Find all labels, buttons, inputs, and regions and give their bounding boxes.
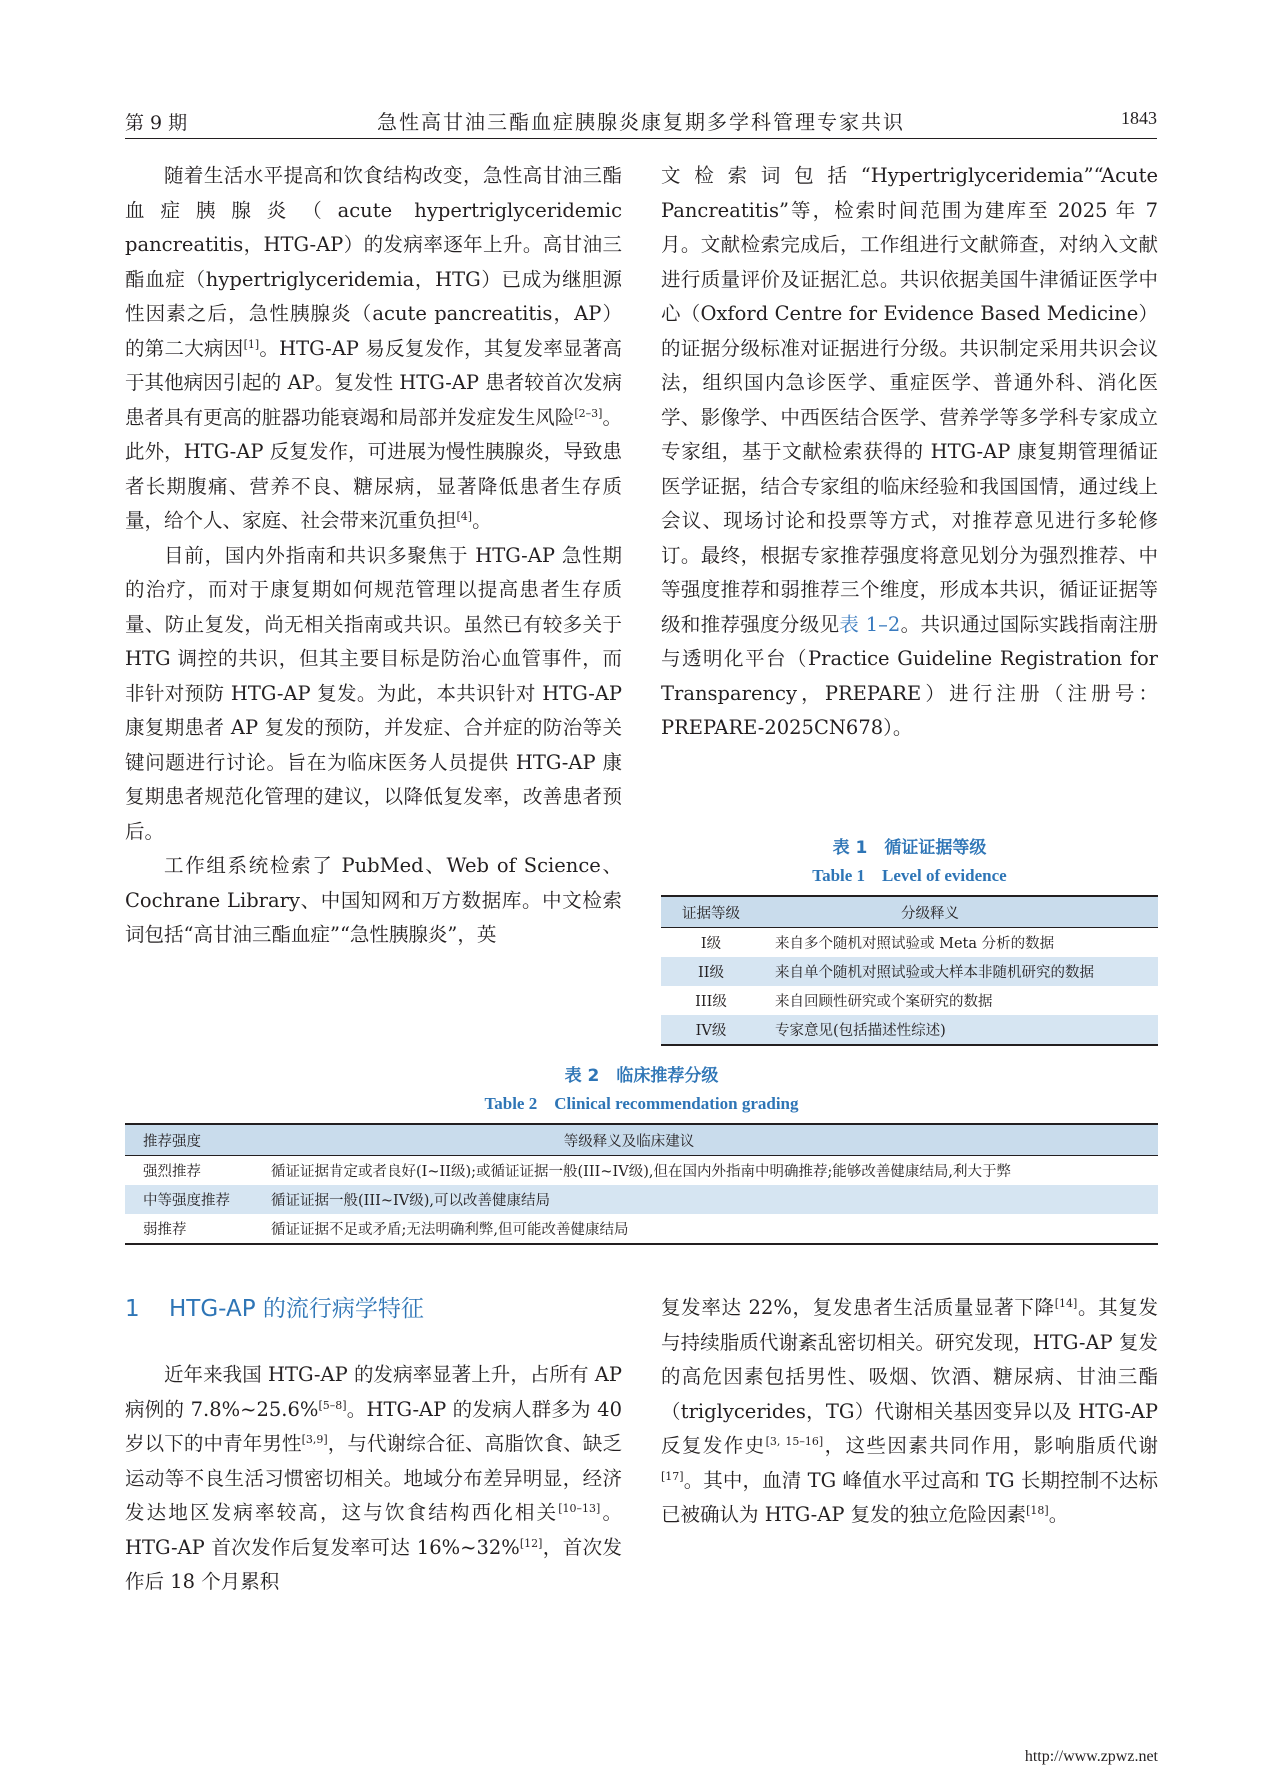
methods-paragraph: 文检索词包括“Hypertriglyceridemia”“Acute Pancreatitis”等，检索时间范围为建库至 2025 年 7 月。文献检索完成后，工作组进行文献筛查，对纳入文献进行质量评价及证据汇总。共识依据美国牛津循证医学中心（Oxford Centre for Evidence Based Medicine）的证据分级标准对证据进行分级。共识制定采用共识会议法，组织国内急诊医学、重症医学、普通外科、消化医学、影像学、中西医结合医学、营养学等多学科专家成立专家组，基于文献检索获得的 HTG-AP 康复期管理循证医学证据，结合专家组的临床经验和我国国情，通过线上会议、现场讨论和投票等方式，对推荐意见进行多轮修订。最终，根据专家推荐强度将意见划分为强烈推荐、中等强度推荐和弱推荐三个维度，形成本共识，循证证据等级和推荐强度分级见表 1–2。共识通过国际实践指南注册与透明化平台（Practice Guideline Registration for Transparency，PREPARE）进行注册（注册号：PREPARE-2025CN678）。 (661, 164, 1158, 739)
section-title: HTG-AP 的流行病学特征 (169, 1296, 424, 1322)
right-column-methods (661, 159, 1158, 746)
table-header-cell: 推荐强度 (125, 1124, 259, 1156)
table-2-caption-cn: 表 2 临床推荐分级 (564, 1066, 719, 1086)
table-reference-link[interactable]: 表 1–2 (839, 612, 901, 636)
citation[interactable]: [5–8] (318, 1398, 347, 1412)
table-1-caption-cn: 表 1 循证证据等级 (832, 838, 987, 858)
citation[interactable]: [10–13] (558, 1502, 601, 1515)
section-1-right-column (661, 1291, 1158, 1533)
table-2 (125, 1063, 1158, 1245)
table-header-cell: 分级释义 (761, 896, 1158, 928)
citation[interactable]: [2–3] (574, 406, 603, 420)
issue-number: 第 9 期 (125, 112, 188, 134)
running-title: 急性高甘油三酯血症胰腺炎康复期多学科管理专家共识 (377, 110, 905, 134)
table-header-cell: 等级释义及临床建议 (259, 1124, 1158, 1156)
intro-paragraph-2: 目前，国内外指南和共识多聚焦于 HTG-AP 急性期的治疗，而对于康复期如何规范管理以提高患者生存质量、防止复发，尚无相关指南或共识。虽然已有较多关于 HTG 调控的共识，但其主要目标是防治心血管事件，而非针对预防 HTG-AP 复发。为此，本共识针对 HTG-AP 康复期患者 AP 复发的预防，并发症、合并症的防治等关键问题进行讨论。旨在为临床医务人员提供 HTG-AP 康复期患者规范化管理的建议，以降低复发率，改善患者预后。 (125, 543, 622, 843)
recommendation-grading-table (125, 1123, 1158, 1245)
citation[interactable]: [1] (243, 337, 260, 351)
table-row: IV级 专家意见(包括描述性综述) (661, 1015, 1158, 1045)
table-header-cell: 证据等级 (661, 896, 761, 928)
left-column-intro (125, 159, 622, 953)
citation[interactable]: [3,9] (301, 1433, 328, 1446)
running-header (125, 106, 1157, 139)
table-1 (661, 835, 1158, 1046)
table-row: 中等强度推荐 循证证据一般(III~IV级),可以改善健康结局 (125, 1185, 1158, 1214)
table-2-caption-en: Table 2 Clinical recommendation grading (484, 1094, 799, 1113)
section-1-heading (125, 1290, 424, 1323)
citation[interactable]: [17] (661, 1469, 684, 1483)
citation[interactable]: [18] (1026, 1504, 1049, 1517)
table-row: III级 来自回顾性研究或个案研究的数据 (695, 994, 993, 1010)
intro-paragraph-1: 随着生活水平提高和饮食结构改变，急性高甘油三酯血症胰腺炎（acute hypertriglyceridemic pancreatitis，HTG-AP）的发病率逐年上升。高甘油三酯血症（hypertriglyceridemia，HTG）已成为继胆源性因素之后，急性胰腺炎（acute pancreatitis，AP）的第二大病因[1]。HTG-AP 易反复发作，其复发率显著高于其他病因引起的 AP。复发性 HTG-AP 患者较首次发病患者具有更高的脏器功能衰竭和局部并发症发生风险[2–3]。此外，HTG-AP 反复发作，可进展为慢性胰腺炎，导致患者长期腹痛、营养不良、糖尿病，显著降低患者生存质量，给个人、家庭、社会带来沉重负担[4]。 (125, 164, 622, 532)
section-number: 1 (125, 1296, 140, 1322)
table-row: 强烈推荐 循证证据肯定或者良好(I~II级);或循证证据一般(III~IV级),但在国内外指南中明确推荐;能够改善健康结局,利大于弊 (143, 1164, 1011, 1180)
citation[interactable]: [12] (519, 1536, 543, 1550)
section-1-left-column (125, 1358, 622, 1600)
epidemiology-paragraph: 近年来我国 HTG-AP 的发病率显著上升，占所有 AP 病例的 7.8%~25.6%[5–8]。HTG-AP 的发病人群多为 40 岁以下的中青年男性[3,9]，与代谢综合征、高脂饮食、缺乏运动等不良生活习惯密切相关。地域分布差异明显，经济发达地区发病率较高，这与饮食结构西化相关[10–13]。HTG-AP 首次发作后复发率可达 16%~32%[12]，首次发作后 18 个月累积 (125, 1363, 622, 1593)
table-row: II级 来自单个随机对照试验或大样本非随机研究的数据 (661, 957, 1158, 986)
footer-url[interactable]: http://www.zpwz.net (1024, 1748, 1158, 1765)
intro-paragraph-3: 工作组系统检索了 PubMed、Web of Science、Cochrane Library、中国知网和万方数据库。中文检索词包括“高甘油三酯血症”“急性胰腺炎”，英 (125, 854, 622, 946)
citation[interactable]: [14] (1054, 1297, 1078, 1310)
epidemiology-paragraph-continued: 复发率达 22%，复发患者生活质量显著下降[14]。其复发与持续脂质代谢紊乱密切相关。研究发现，HTG-AP 复发的高危因素包括男性、吸烟、饮酒、糖尿病、甘油三酯（triglycerides，TG）代谢相关基因变异以及 HTG-AP 反复发作史[3, 15–16]，这些因素共同作用，影响脂质代谢[17]。其中，血清 TG 峰值水平过高和 TG 长期控制不达标已被确认为 HTG-AP 复发的独立危险因素[18]。 (661, 1296, 1158, 1526)
table-row: I级 来自多个随机对照试验或 Meta 分析的数据 (700, 936, 1055, 952)
citation[interactable]: [4] (456, 510, 473, 523)
table-1-caption-en: Table 1 Level of evidence (812, 866, 1007, 885)
evidence-level-table (661, 895, 1158, 1046)
table-row: 弱推荐 循证证据不足或矛盾;无法明确利弊,但可能改善健康结局 (125, 1214, 1158, 1244)
page-number: 1843 (1121, 108, 1157, 128)
citation[interactable]: [3, 15–16] (765, 1435, 824, 1448)
